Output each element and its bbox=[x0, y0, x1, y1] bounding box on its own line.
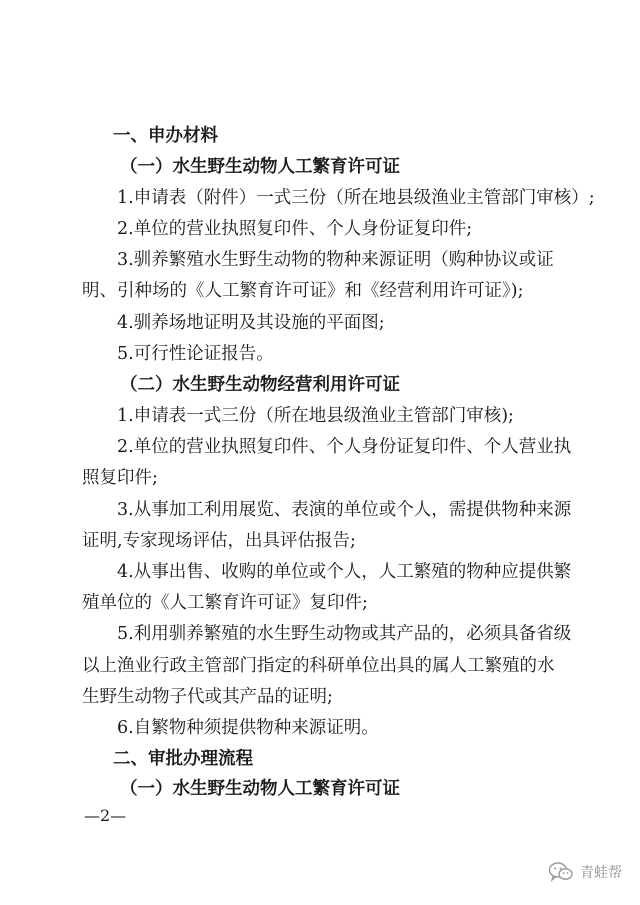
text-line: 明、引种场的《人工繁育许可证》和《经营利用许可证》); bbox=[82, 281, 524, 301]
text-line: 照复印件; bbox=[82, 468, 158, 488]
text-line: 5.利用驯养繁殖的水生野生动物或其产品的，必须具备省级 bbox=[117, 624, 572, 644]
section-heading-application-materials: 一、申办材料 bbox=[113, 126, 218, 146]
text-line: 以上渔业行政主管部门指定的科研单位出具的属人工繁殖的水 bbox=[82, 656, 555, 676]
text-line: 4.驯养场地证明及其设施的平面图; bbox=[117, 313, 385, 333]
text-line: 6.自繁物种须提供物种来源证明。 bbox=[117, 718, 379, 738]
section-heading-approval-process: 二、审批办理流程 bbox=[113, 749, 253, 769]
watermark bbox=[548, 861, 622, 883]
text-line: 1.申请表一式三份（所在地县级渔业主管部门审核); bbox=[117, 406, 514, 426]
text-line: 殖单位的《人工繁育许可证》复印件; bbox=[82, 593, 368, 613]
text-line: 1.申请表（附件）一式三份（所在地县级渔业主管部门审核）; bbox=[117, 188, 595, 208]
text-line: 4.从事出售、收购的单位或个人，人工繁殖的物种应提供繁 bbox=[117, 562, 572, 582]
text-line: 2.单位的营业执照复印件、个人身份证复印件; bbox=[117, 219, 473, 239]
wechat-icon bbox=[548, 861, 574, 883]
watermark-text: 青蛙帮 bbox=[580, 865, 622, 881]
text-line: 生野生动物子代或其产品的证明; bbox=[82, 687, 333, 707]
subsection-heading-business-license: （二）水生野生动物经营利用许可证 bbox=[120, 375, 400, 395]
text-line: 2.单位的营业执照复印件、个人身份证复印件、个人营业执 bbox=[117, 437, 572, 457]
page-number: —2— bbox=[84, 806, 127, 825]
subsection-heading-breeding-license-process: （一）水生野生动物人工繁育许可证 bbox=[120, 779, 400, 799]
text-line: 3.驯养繁殖水生野生动物的物种来源证明（购种协议或证 bbox=[117, 250, 554, 270]
text-line: 证明,专家现场评估，出具评估报告; bbox=[82, 531, 356, 551]
text-line: 5.可行性论证报告。 bbox=[117, 344, 274, 364]
subsection-heading-breeding-license: （一）水生野生动物人工繁育许可证 bbox=[120, 157, 400, 177]
text-line: 3.从事加工利用展览、表演的单位或个人，需提供物种来源 bbox=[117, 500, 572, 520]
